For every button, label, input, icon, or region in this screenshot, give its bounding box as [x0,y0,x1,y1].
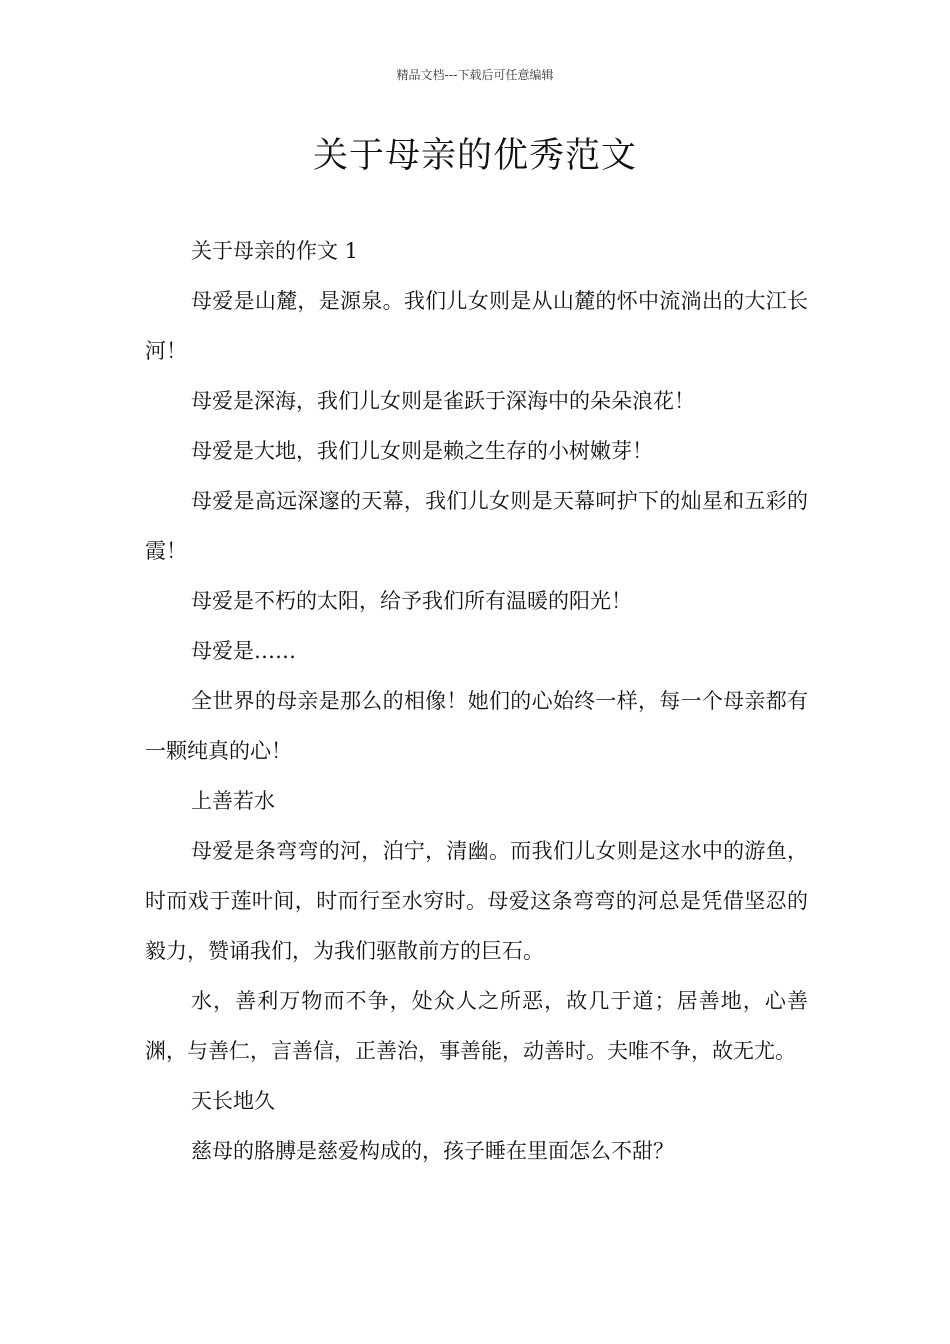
document-body [145,226,808,1176]
paragraph: 慈母的胳膊是慈爱构成的，孩子睡在里面怎么不甜？ [191,1139,674,1163]
document-title: 关于母亲的优秀范文 [312,136,637,176]
section-heading: 关于母亲的作文 1 [191,239,359,263]
paragraph: 全世界的母亲是那么的相像！她们的心始终一样，每一个母亲都有一颗纯真的心！ [145,689,808,763]
paragraph: 母爱是深海，我们儿女则是雀跃于深海中的朵朵浪花！ [191,389,695,413]
paragraph: 母爱是不朽的太阳，给予我们所有温暖的阳光！ [191,589,632,613]
paragraph: 母爱是…… [191,639,296,663]
paragraph: 母爱是大地，我们儿女则是赖之生存的小树嫩芽！ [191,439,653,463]
paragraph: 水，善利万物而不争，处众人之所恶，故几于道；居善地，心善渊，与善仁，言善信，正善治，事善能，动善时。夫唯不争，故无尤。 [145,989,808,1063]
section-heading: 上善若水 [191,789,275,813]
paragraph: 母爱是条弯弯的河，泊宁，清幽。而我们儿女则是这水中的游鱼，时而戏于莲叶间，时而行至水穷时。母爱这条弯弯的河总是凭借坚忍的毅力，赞诵我们，为我们驱散前方的巨石。 [145,839,808,963]
section-heading: 天长地久 [191,1089,275,1113]
paragraph: 母爱是高远深邃的天幕，我们儿女则是天幕呵护下的灿星和五彩的霞！ [145,489,808,563]
paragraph: 母爱是山麓，是源泉。我们儿女则是从山麓的怀中流淌出的大江长河！ [145,289,808,363]
header-note: 精品文档---下载后可任意编辑 [396,68,554,82]
